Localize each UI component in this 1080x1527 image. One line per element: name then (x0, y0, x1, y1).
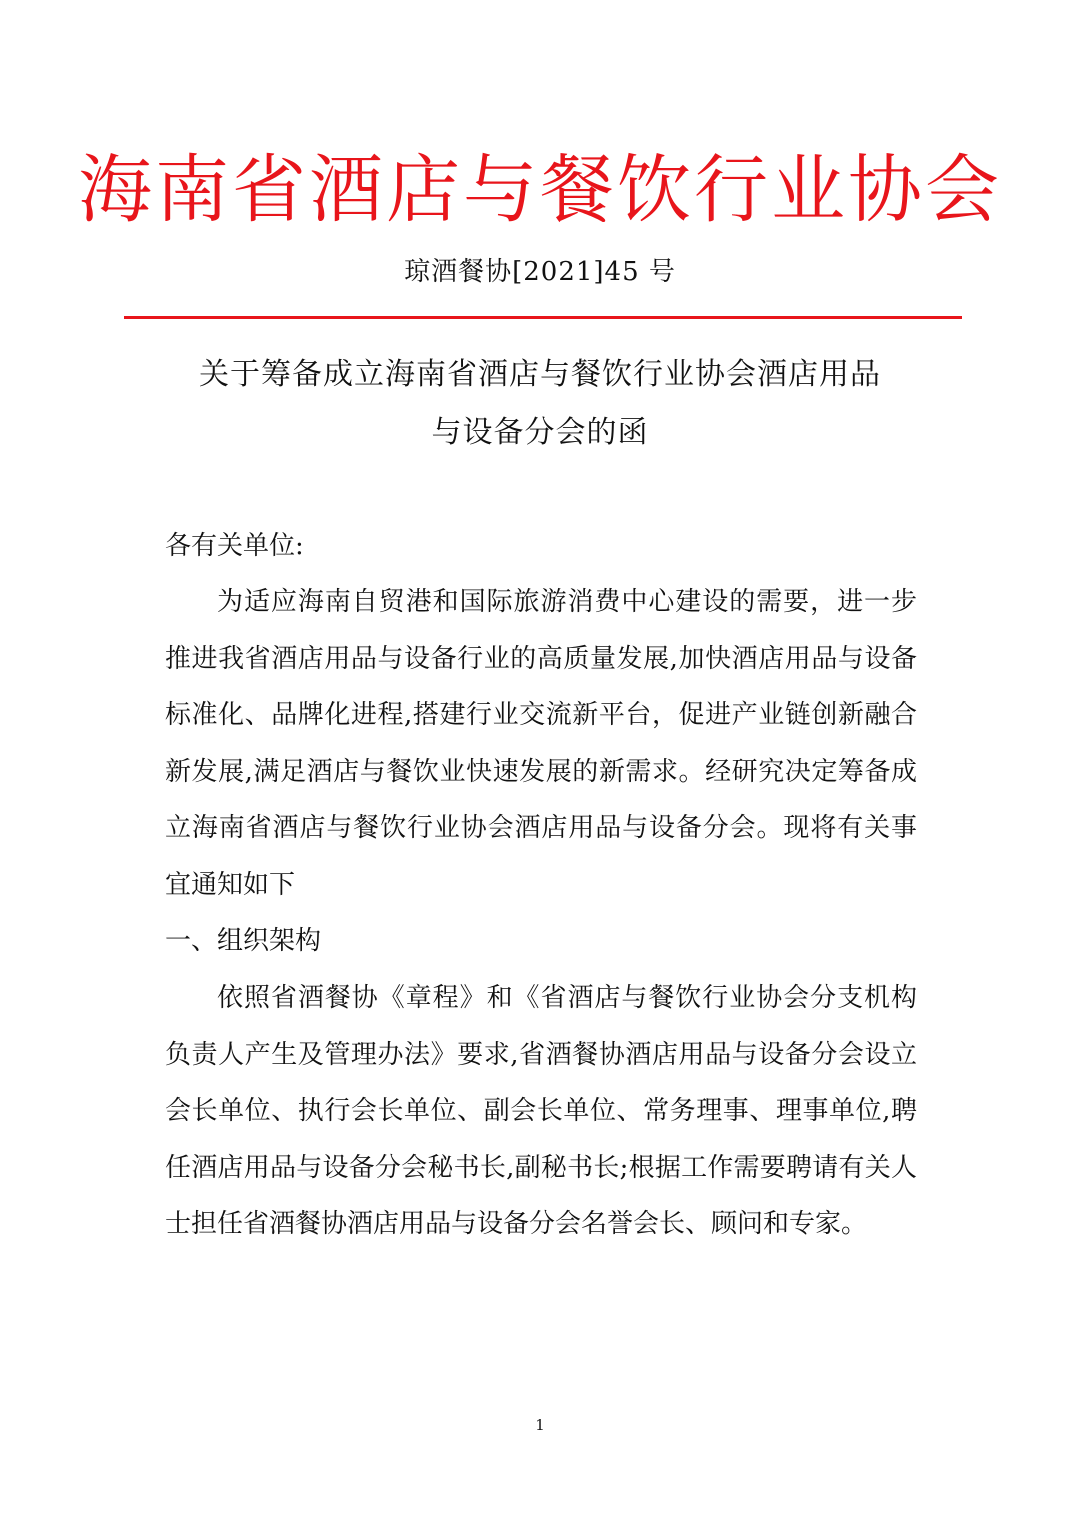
organization-masthead: 海南省酒店与餐饮行业协会 (78, 147, 1002, 233)
document-title-line-2: 与设备分会的函 (431, 415, 649, 450)
salutation: 各有关单位: (165, 531, 304, 561)
page-number: 1 (535, 1416, 545, 1434)
document-title-line-1: 关于筹备成立海南省酒店与餐饮行业协会酒店用品 (199, 357, 881, 392)
document-number: 琼酒餐协[2021]45 号 (404, 257, 676, 287)
body-paragraph-1: 为适应海南自贸港和国际旅游消费中心建设的需要，进一步推进我省酒店用品与设备行业的高质量发展,加快酒店用品与设备标准化、品牌化进程,搭建行业交流新平台，促进产业链创新融合新发展,满足酒店与餐饮业快速发展的新需求。经研究决定筹备成立海南省酒店与餐饮行业协会酒店用品与设备分会。现将有关事宜通知如下 (165, 587, 917, 900)
section-heading-organization: 一、组织架构 (165, 926, 322, 956)
red-divider-line (124, 316, 962, 319)
body-paragraph-2: 依照省酒餐协《章程》和《省酒店与餐饮行业协会分支机构负责人产生及管理办法》要求,省酒餐协酒店用品与设备分会设立会长单位、执行会长单位、副会长单位、常务理事、理事单位,聘任酒店用品与设备分会秘书长,副秘书长;根据工作需要聘请有关人士担任省酒餐协酒店用品与设备分会名誉会长、顾问和专家。 (165, 983, 917, 1239)
